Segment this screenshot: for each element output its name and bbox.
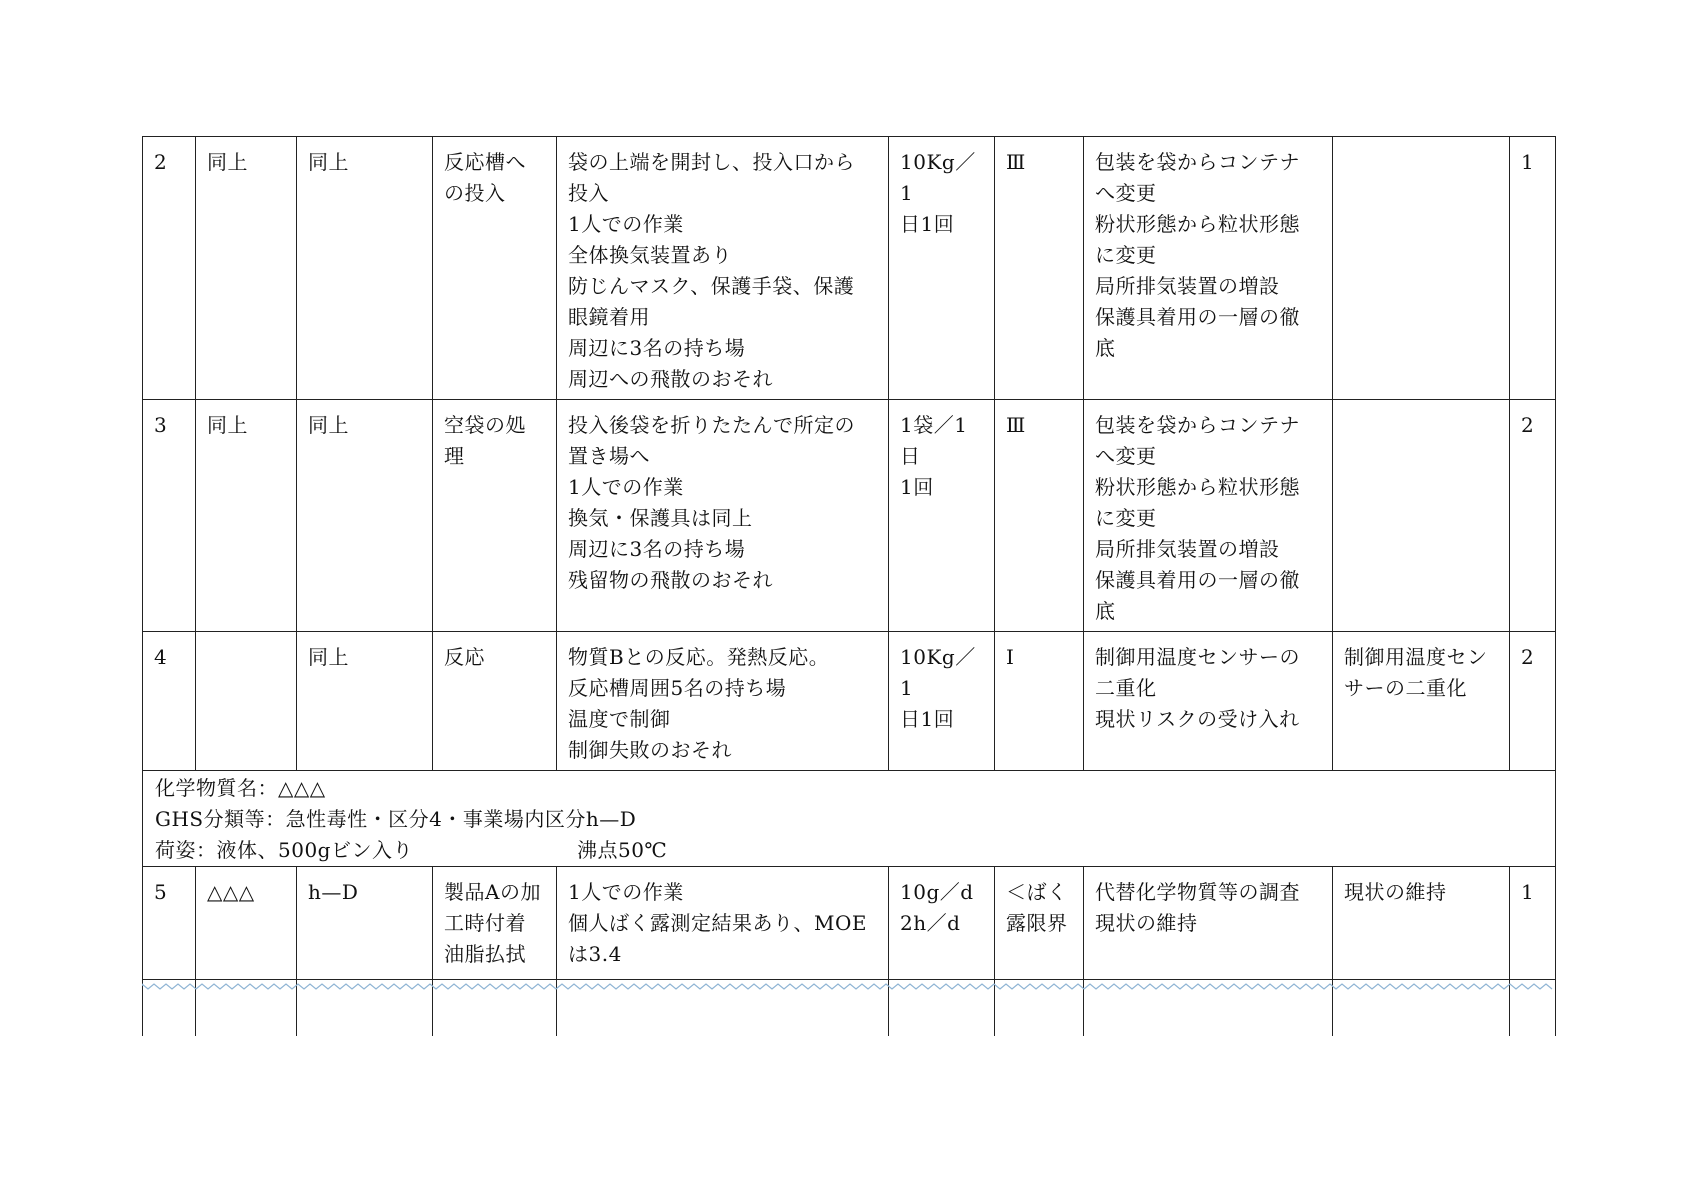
substance-cell bbox=[196, 632, 297, 771]
task-cell: 製品Aの加 工時付着 油脂払拭 bbox=[433, 867, 557, 980]
frequency-cell: 1袋／1日 1回 bbox=[889, 400, 995, 632]
risk-level-cell: Ⅲ bbox=[995, 137, 1084, 400]
risk-level-cell: Ⅲ bbox=[995, 400, 1084, 632]
substance-info-row bbox=[143, 771, 1556, 867]
priority-cell: 2 bbox=[1510, 632, 1556, 771]
priority-cell: 1 bbox=[1510, 137, 1556, 400]
priority-cell: 1 bbox=[1510, 867, 1556, 980]
table-row bbox=[143, 400, 1556, 632]
risk-assessment-table bbox=[142, 136, 1556, 1036]
work-conditions-cell: 袋の上端を開封し、投入口から 投入 1人での作業 全体換気装置あり 防じんマスク、保護手袋、保護 眼鏡着用 周辺に3名の持ち場 周辺への飛散のおそれ bbox=[557, 137, 889, 400]
torn-edge bbox=[142, 982, 1555, 992]
adopted-measures-cell bbox=[1333, 137, 1510, 400]
substance-cell: 同上 bbox=[196, 137, 297, 400]
measures-cell: 包装を袋からコンテナ へ変更 粉状形態から粒状形態 に変更 局所排気装置の増設 保護具着用の一層の徹 底 bbox=[1084, 400, 1333, 632]
table-row bbox=[143, 137, 1556, 400]
row-number: 4 bbox=[143, 632, 196, 771]
work-conditions-cell: 1人での作業 個人ばく露測定結果あり、MOE は3.4 bbox=[557, 867, 889, 980]
substance-info-cell bbox=[143, 771, 1556, 867]
substance-cell: 同上 bbox=[196, 400, 297, 632]
work-conditions-cell: 物質Bとの反応。発熱反応。 反応槽周囲5名の持ち場 温度で制御 制御失敗のおそれ bbox=[557, 632, 889, 771]
risk-level-cell: Ⅰ bbox=[995, 632, 1084, 771]
substance-name: 化学物質名：△△△ bbox=[155, 776, 326, 800]
classification-cell: 同上 bbox=[297, 400, 433, 632]
task-cell: 空袋の処 理 bbox=[433, 400, 557, 632]
row-number: 3 bbox=[143, 400, 196, 632]
task-cell: 反応 bbox=[433, 632, 557, 771]
measures-cell: 代替化学物質等の調査 現状の維持 bbox=[1084, 867, 1333, 980]
measures-cell: 包装を袋からコンテナ へ変更 粉状形態から粒状形態 に変更 局所排気装置の増設 保護具着用の一層の徹 底 bbox=[1084, 137, 1333, 400]
adopted-measures-cell: 現状の維持 bbox=[1333, 867, 1510, 980]
frequency-cell: 10Kg／1 日1回 bbox=[889, 632, 995, 771]
packaging-boiling-point: 荷姿：液体、500gビン入り 沸点50℃ bbox=[155, 838, 668, 862]
ghs-classification: GHS分類等：急性毒性・区分4・事業場内区分h—D bbox=[155, 807, 637, 831]
substance-cell: △△△ bbox=[196, 867, 297, 980]
row-number: 2 bbox=[143, 137, 196, 400]
priority-cell: 2 bbox=[1510, 400, 1556, 632]
classification-cell: 同上 bbox=[297, 137, 433, 400]
classification-cell: 同上 bbox=[297, 632, 433, 771]
risk-level-cell: ＜ばく 露限界 bbox=[995, 867, 1084, 980]
classification-cell: h—D bbox=[297, 867, 433, 980]
work-conditions-cell: 投入後袋を折りたたんで所定の 置き場へ 1人での作業 換気・保護具は同上 周辺に3名の持ち場 残留物の飛散のおそれ bbox=[557, 400, 889, 632]
adopted-measures-cell: 制御用温度セン サーの二重化 bbox=[1333, 632, 1510, 771]
table-row bbox=[143, 867, 1556, 980]
frequency-cell: 10Kg／1 日1回 bbox=[889, 137, 995, 400]
table-row bbox=[143, 632, 1556, 771]
measures-cell: 制御用温度センサーの 二重化 現状リスクの受け入れ bbox=[1084, 632, 1333, 771]
row-number: 5 bbox=[143, 867, 196, 980]
task-cell: 反応槽へ の投入 bbox=[433, 137, 557, 400]
frequency-cell: 10g／d 2h／d bbox=[889, 867, 995, 980]
adopted-measures-cell bbox=[1333, 400, 1510, 632]
